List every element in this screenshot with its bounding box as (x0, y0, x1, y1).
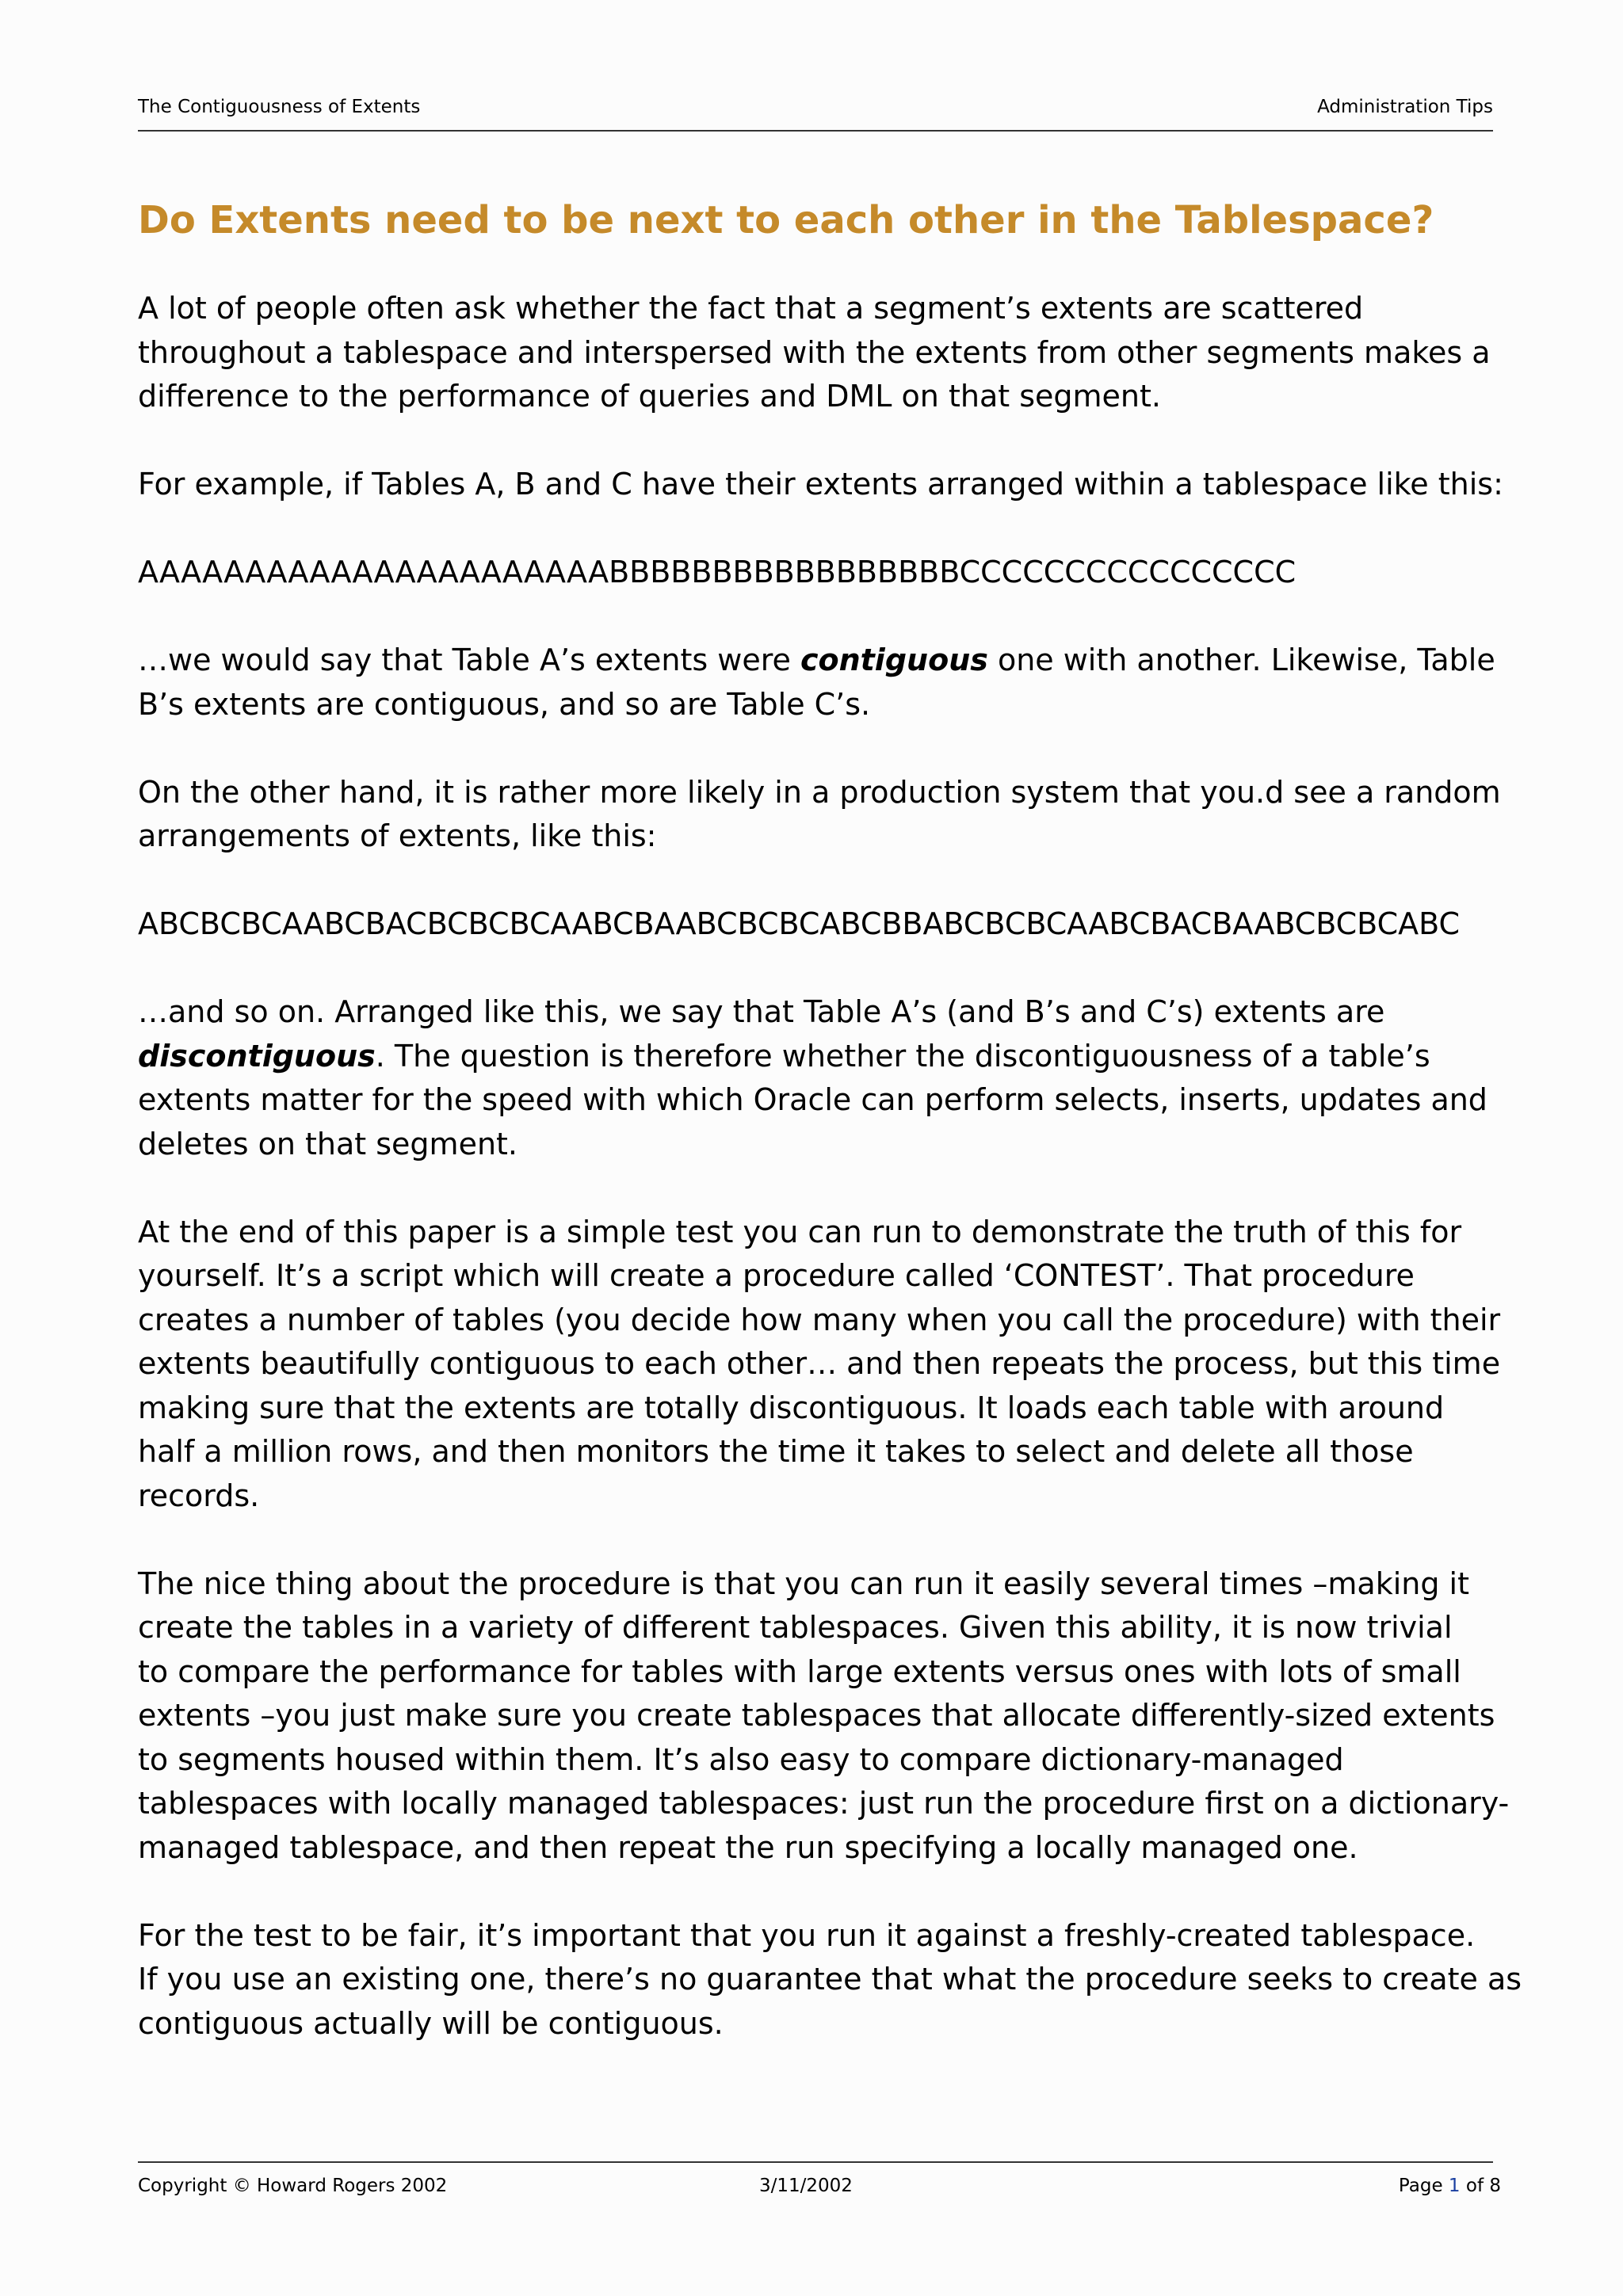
text-line: managed tablespace, and then repeat the run specifying a locally managed one. (138, 1829, 1358, 1865)
footer-copyright: Copyright © Howard Rogers 2002 (138, 2176, 448, 2196)
text-line: extents beautifully contiguous to each other… and then repeats the process, but this time (138, 1346, 1501, 1381)
page-current: 1 (1448, 2176, 1461, 2196)
emphasis-discontiguous: discontiguous (138, 1038, 376, 1074)
paragraph-contiguous (138, 639, 1509, 727)
text-line: At the end of this paper is a simple test you can run to demonstrate the truth of this for (138, 1214, 1462, 1249)
paragraph-procedure-benefits (138, 1562, 1509, 1871)
text-line: extents matter for the speed with which Oracle can perform selects, inserts, updates and (138, 1082, 1487, 1117)
text-line: half a million rows, and then monitors the time it takes to select and delete all those (138, 1434, 1414, 1469)
paragraph-intro (138, 287, 1509, 419)
text-line: creates a number of tables (you decide how many when you call the procedure) with their (138, 1302, 1501, 1337)
text-run: …we would say that Table A’s extents were (138, 643, 800, 677)
emphasis-contiguous: contiguous (800, 643, 988, 677)
text-line: to segments housed within them. It’s also easy to compare dictionary-managed (138, 1741, 1344, 1777)
text-line: For the test to be fair, it’s important that you run it against a freshly-created tablespace. (138, 1917, 1476, 1953)
page-prefix: Page (1398, 2176, 1449, 2196)
text-line: …and so on. Arranged like this, we say that Table A’s (and B’s and C’s) extents are (138, 994, 1385, 1029)
footer-page-number (1399, 2176, 1501, 2196)
text-line: tablespaces with locally managed tablespaces: just run the procedure first on a dictionary- (138, 1786, 1510, 1821)
text-line (138, 1035, 1509, 1079)
text-line: The nice thing about the procedure is that you can run it easily several times –making it (138, 1566, 1470, 1601)
contiguous-sequence: AAAAAAAAAAAAAAAAAAAAAABBBBBBBBBBBBBBBBBCCCCCCCCCCCCCCCC (138, 555, 1296, 589)
text-line: On the other hand, it is rather more likely in a production system that you.d see a random (138, 774, 1501, 810)
text-line: yourself. It’s a script which will create a procedure called ‘CONTEST’. That procedure (138, 1258, 1415, 1293)
page-suffix: of 8 (1460, 2176, 1501, 2196)
footer-date: 3/11/2002 (759, 2176, 853, 2196)
text-line: extents –you just make sure you create tablespaces that allocate differently-sized extents (138, 1698, 1495, 1733)
text-line: records. (138, 1478, 260, 1513)
text-line (138, 639, 1509, 683)
text-line: to compare the performance for tables with large extents versus ones with lots of small (138, 1653, 1461, 1689)
text-line: contiguous actually will be contiguous. (138, 2005, 724, 2041)
text-line: difference to the performance of queries and DML on that segment. (138, 379, 1161, 414)
text-line: throughout a tablespace and interspersed with the extents from other segments makes a (138, 334, 1491, 370)
text-run: . The question is therefore whether the discontiguousness of a table’s (375, 1038, 1430, 1074)
document-body (138, 287, 1522, 2090)
paragraph-fair-test (138, 1914, 1522, 2046)
text-line: B’s extents are contiguous, and so are Table C’s. (138, 686, 871, 722)
discontiguous-sequence: ABCBCBCAABCBACBCBCBCAABCBAABCBCBCABCBBABCBCBCAABCBACBAABCBCBCABC (138, 906, 1461, 941)
header-section: Administration Tips (1317, 97, 1493, 117)
text-line: making sure that the extents are totally discontiguous. It loads each table with around (138, 1390, 1445, 1425)
paragraph-example-intro: For example, if Tables A, B and C have their extents arranged within a tablespace like this: (138, 467, 1503, 502)
header-doc-title: The Contiguousness of Extents (138, 97, 421, 117)
paragraph-random (138, 771, 1509, 859)
paragraph-discontiguous (138, 990, 1509, 1166)
page-title: Do Extents need to be next to each other in the Tablespace? (138, 198, 1434, 242)
text-line: arrangements of extents, like this: (138, 818, 657, 853)
page-header (138, 93, 1493, 132)
text-run: one with another. Likewise, Table (987, 643, 1495, 677)
page-footer (138, 2161, 1501, 2196)
text-line: A lot of people often ask whether the fact that a segment’s extents are scattered (138, 291, 1364, 326)
text-line: deletes on that segment. (138, 1126, 518, 1161)
text-line: create the tables in a variety of different tablespaces. Given this ability, it is now trivial (138, 1610, 1453, 1645)
text-line: If you use an existing one, there’s no guarantee that what the procedure seeks to create as (138, 1962, 1522, 1997)
paragraph-test-script (138, 1211, 1509, 1519)
